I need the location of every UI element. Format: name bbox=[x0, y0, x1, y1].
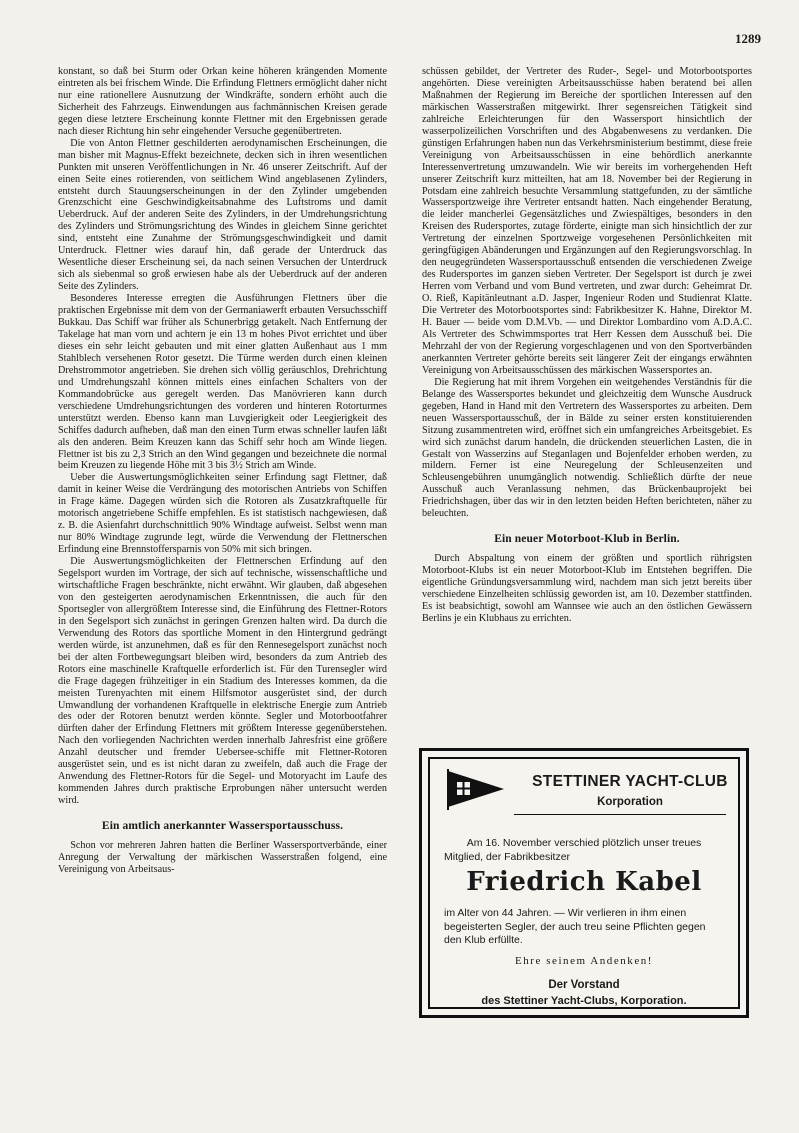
paragraph: Die von Anton Flettner geschilderten aerodynamischen Erscheinungen, die man bisher mit Magnus-Effekt bezeichnete, decken sich in ihren wesentlichen Punkten mit unseren Veröffentlichungen in Nr. 46 unserer Zeitschrift. Auf der einen Seite eines rotierenden, von seitlichem Wind angeblasenen Zylinders, entsteht durch Stauungserscheinungen in der den Zylinder umgebenden Grenzschicht eine Geschwindigkeitsabnahme des Luftstroms und damit Ueberdruck. Auf der anderen Seite des Zylinders, in der Umdrehungsrichtung des Zylinders und Strömungsrichtung des Windes in gleichem Sinne gerichtet sind, entsteht eine Zunahme der Strömungsgeschwindigkeit und damit Unterdruck. Flettner wies darauf hin, daß gerade der Unterdruck das Wesentliche dieser Erscheinung sei, da nach seinen Versuchen der Unterdruck sich als siebenmal so groß erwiesen habe als der Ueberdruck auf der anderen Seite des Zylinders. bbox=[58, 137, 387, 293]
paragraph: Die Auswertungsmöglichkeiten der Flettnerschen Erfindung auf den Segelsport wurden im Vortrage, der sich auf technische, wissenschaftliche und wirtschaftliche Fragen beschränkte, nicht erwähnt. Wir glauben, daß abgesehen von den gesteigerten aerodynamischen Erkenntnissen, die auch für den Sportsegler von allergrößtem Interesse sind, die Einführung des Flettner-Rotors in den Segelsport sich zunächst in geringen Grenzen halten wird. Da durch die Verwendung des Rotors das sportliche Moment in den Hintergrund gedrängt werden würde, ist anzunehmen, daß es für den Rennesegelsport zunächst noch bei der alten Fortbewegungsart bleiben wird, besonders da zum Antrieb des Rotors eine maschinelle Kraftquelle erforderlich ist. Für den Turensegler wird die Frage dagegen frühzeitiger in ein Stadium des Interesses kommen, da die meisten Turenyachten mit einem Hilfsmotor ausgerüstet sind, der durch Umwandlung der vorhandenen Kraftquelle in elektrische Energie zum Antrieb des oder der Rotoren benutzt werden könnte. Segler und Motorbootfahrer dürften daher der Erfindung Flettners mit größtem Interesse gegenüberstehen. Nach den vorliegenden Nachrichten werden innerhalb Jahresfrist eine größere Anzahl deutscher und fremder Uebersee-schiffe mit Flettner-Rotoren ausgerüstet sein, und es ist nicht daran zu zweifeln, daß auch die Frage der Anwendung des Flettner-Rotors für die Segel- und Motoryacht im Laufe des kommenden Jahres durch praktische Erprobungen näher untersucht werden wird. bbox=[58, 556, 387, 807]
right-column bbox=[422, 66, 752, 625]
paragraph: konstant, so daß bei Sturm oder Orkan keine höheren krängenden Momente eintreten als bei frischem Winde. Die Erfindung Flettners ermöglicht daher nicht nur eine rationellere Ausnutzung der Windkräfte, sondern erhöht auch die Sicherheit des Fahrzeugs. Einwendungen aus fachmännischen Kreisen gerade gegen diese letztere Erscheinung konnte Flettner mit den Ergebnissen gerade nach dieser Richtung hin sehr eingehender Versuche gegenübertreten. bbox=[58, 66, 387, 137]
memorial-line: Ehre seinem Andenken! bbox=[514, 955, 654, 967]
paragraph: Durch Abspaltung von einem der größten und sportlich rührigsten Motorboot-Klubs ist ein neuer Motorboot-Klub im Entstehen begriffen. Die eigentliche Gründungsversammlung wird, nachdem man sich jetzt bereits über verschiedene Einzelheiten schlüssig geworden ist, am 10. Dezember stattfinden. Es ist beabsichtigt, sowohl am Wannsee wie auch an den östlichen Gewässern Berlins je ein Klubhaus zu errichten. bbox=[422, 553, 752, 624]
deceased-name: Friedrich Kabel bbox=[466, 867, 702, 897]
notice-frame bbox=[428, 757, 740, 1009]
paragraph: Schon vor mehreren Jahren hatten die Berliner Wassersportverbände, einer Anregung der Verwaltung der märkischen Wasserstraßen folgend, eine Vereinigung von Arbeitsaus- bbox=[58, 840, 387, 875]
paragraph: Besonderes Interesse erregten die Ausführungen Flettners über die praktischen Ergebnisse mit dem von der Germaniawerft erbauten Versuchsschiff Bukkau. Das Schiff war früher als Schunerbrigg getakelt. Nach Entfernung der Takelage hat man vorn und achtern je ein 13 m hohes Pivot errichtet und über dieses ein sehr leicht gebauten und mit einer glatten Außenhaut aus 1 mm Stahlblech versehenen Rotor gesetzt. Die Türme werden durch einen kleinen Drehstrommotor angetrieben. Sie drehen sich völlig geräuschlos, Drehrichtung und Umdrehungszahl können mittels eines einfachen Schalters von der Kommandobrücke aus geregelt werden. Das Manövrieren kann durch verschiedene Umdrehungsrichtungen des vorderen und hinteren Rotorturmes unterstützt werden. Ebenso kann man Luvgierigkeit oder Leegierigkeit des Schiffes dadurch aufheben, daß man den einen Turm etwas schneller laufen läßt als den anderen. Beim Kreuzen kann das Schiff sehr hoch am Winde liegen. Flettner ist bis zu 2,3 Strich an den Wind gegangen und bezeichnete die normal beim Kreuzen zu liegende Höhe mit 3 bis 3½ Strich am Winde. bbox=[58, 293, 387, 472]
paragraph: schüssen gebildet, der Vertreter des Ruder-, Segel- und Motorbootsportes angehörten. Diese vereinigten Arbeitsausschüsse haben beratend bei allen Maßnahmen der Regierung im Bereiche der sportlichen Interessen auf den märkischen Wasserstraßen mitgewirkt. Ihrer segensreichen Tätigkeit sind zahlreiche Erleichterungen für den Wassersport hinsichtlich der wasserpolizeilichen Vorschriften und des Abgabenwesens zu verdanken. Die günstigen Erfahrungen haben nun das Verkehrsministerium bestimmt, diese freie Vereinigung von Arbeitsausschüssen in eine behördlich anerkannte Interessenvertretung umzuwandeln. Wie wir bereits im vorhergehenden Heft unserer Zeitschrift kurz mitteilten, hat am 18. November bei der Regierung in Potsdam eine zahlreich besuchte Versammlung stattgefunden, zu der sämtliche Wassersportzweige ihre Vertreter entsandt hatten. Nach eingehender Beratung, die leider mancherlei Gegensätzliches und Zwiespältiges, besonders in den Kreisen des Rudersportes, zutage förderte, einigte man sich hinsichtlich der zur Vertretung der einzelnen Sportzweige vorgesehenen Persönlichkeiten mit geringfügigen Abänderungen und Ergänzungen auf den Regierungsvorschlag. In den neugegründeten Wassersportausschuß entsenden die verschiedenen Zweige des Rudersportes im ganzen sieben Vertreter. Der Segelsport ist durch je zwei Herren vom Verband und vom Bund vertreten, und zwar durch: Geheimrat Dr. O. Rieß, Kapitänleutnant a.D. Jasper, Ingenieur Roden und Studienrat Klatte. Die Vertreter des Motorbootsportes sind: Fabrikbesitzer K. Hahne, Direktor M. H. Bauer — beide vom D.M.Vb. — und Direktor Lombardino vom A.D.A.C. Als Vertreter des Schwimmsportes trat Herr Kessen dem Ausschuß bei. Die Mehrzahl der von der Regierung vorgeschlagenen und von den Sportverbänden anerkannten Vertreter gehörte bereits seit längerer Zeit der eingangs erwähnten Vereinigung von Arbeitsausschüssen des märkischen Wassersportes an. bbox=[422, 66, 752, 376]
signature-board: Der Vorstand bbox=[548, 979, 620, 991]
section-heading: Ein amtlich anerkannter Wassersportausschuss. bbox=[101, 820, 344, 833]
signature-club: des Stettiner Yacht-Clubs, Korporation. bbox=[481, 995, 687, 1007]
section-heading: Ein neuer Motorboot-Klub in Berlin. bbox=[494, 533, 680, 546]
notice-line: Mitglied, der Fabrikbesitzer bbox=[444, 851, 571, 863]
obituary-notice bbox=[419, 748, 749, 1018]
notice-line: Am 16. November verschied plötzlich unser treues bbox=[466, 837, 702, 849]
left-column bbox=[58, 66, 387, 876]
club-name: STETTINER YACHT-CLUB bbox=[532, 773, 728, 790]
paragraph: Die Regierung hat mit ihrem Vorgehen ein weitgehendes Verständnis für die Belange des Wassersportes bekundet und gleichzeitig dem Wunsche Ausdruck gegeben, Hand in Hand mit den Vertretern des Wassersportes zu arbeiten. Dem neuen Wassersportausschuß, der in Bälde zu seiner ersten konstituierenden Sitzung zusammentreten wird, eröffnet sich ein umfangreiches Arbeitsgebiet. Es wird sich zunächst darum handeln, die drückenden steuerlichen Lasten, die in Gestalt von Wasserzins auf Steganlagen und Bojenfelder erhoben werden, zu mildern. Ferner ist eine Neuregelung der Schleusenzeiten und Schleusengebühren unumgänglich notwendig. Schließlich dürfte der neue Ausschuß auch Veranlassung nehmen, das Brückenbauprojekt bei Friedrichshagen, über das wir in den letzten beiden Heften berichteten, näher zu beleuchten. bbox=[422, 376, 752, 520]
paragraph: Ueber die Auswertungsmöglichkeiten seiner Erfindung sagt Flettner, daß damit in keiner Weise die Verdrängung des motorischen Antriebs von Schiffen in Frage käme. Dagegen würden sich die Rotoren als Zusatzkraftquelle für motorisch angetriebene Schiffe empfehlen. Es ist statistisch nachgewiesen, daß z. B. die Asienfahrt durchschnittlich 90% Windtage aufweist. Selbst wenn man nur 80% Windtage zugrunde legt, würde die Verwendung der Flettnerschen Erfindung eine Brennstoffersparnis von 50% mit sich bringen. bbox=[58, 472, 387, 556]
notice-body: im Alter von 44 Jahren. — Wir verlieren in ihm einen begeisterten Segler, der auch treu seine Pflichten gegen den Klub erfüllte. bbox=[444, 907, 706, 946]
club-pennant-icon bbox=[444, 767, 506, 811]
club-organization: Korporation bbox=[597, 796, 663, 808]
divider bbox=[514, 814, 726, 815]
page-number: 1289 bbox=[735, 31, 761, 46]
